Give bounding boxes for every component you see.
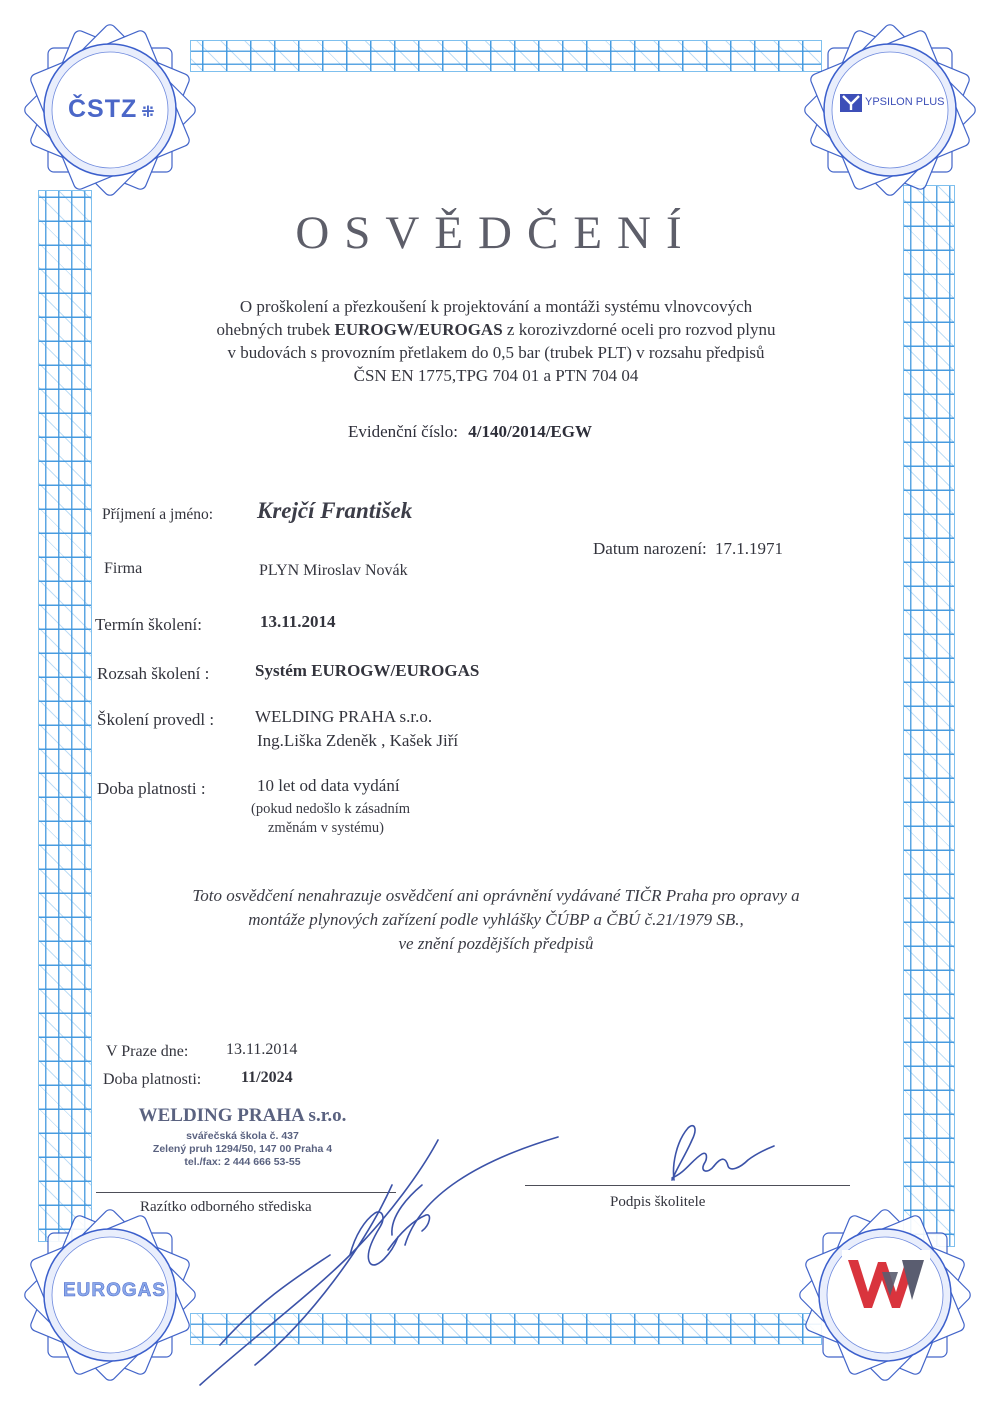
name-label: Příjmení a jméno: — [102, 506, 214, 523]
intro-line-2-start: ohebných trubek — [216, 320, 335, 339]
disclaimer-line-3: ve znění pozdějších předpisů — [398, 934, 594, 953]
registration-label: Evidenční číslo: — [348, 422, 459, 441]
intro-line-2 — [0, 318, 992, 341]
registration-value: 4/140/2014/EGW — [468, 422, 592, 441]
valid-until-label: Doba platnosti: — [103, 1071, 202, 1088]
training-date-label: Termín školení: — [95, 615, 202, 634]
stamp-company-name: WELDING PRAHA s.r.o. — [138, 1105, 347, 1126]
eurogas-logo: EUROGAS — [63, 1280, 167, 1301]
training-provider-label: Školení provedl : — [97, 710, 215, 729]
cstz-logo-mark: ⁜ — [141, 104, 156, 121]
disclaimer-line-1: Toto osvědčení nenahrazuje osvědčení ani oprávnění vydávané TIČR Praha pro opravy a — [192, 886, 800, 905]
validity-label: Doba platnosti : — [97, 779, 206, 798]
ypsilon-plus-logo — [840, 92, 958, 116]
welding-w-logo — [842, 1250, 930, 1316]
company-value: PLYN Miroslav Novák — [259, 562, 408, 579]
validity-note-line-1: (pokud nedošlo k zásadním — [251, 801, 411, 817]
product-name: EUROGW/EUROGAS — [334, 320, 503, 339]
validity-value: 10 let od data vydání — [257, 776, 400, 795]
training-scope-label: Rozsah školení : — [97, 664, 210, 683]
birth-date-row — [593, 539, 783, 559]
trainer-caption: Podpis školitele — [610, 1194, 706, 1210]
ypsilon-plus-text: YPSILON PLUS — [865, 96, 945, 108]
stamp-line-1: svářečská škola č. 437 — [186, 1130, 299, 1142]
training-date-value: 13.11.2014 — [260, 612, 336, 631]
intro-line-1: O proškolení a přezkoušení k projektování a montáži systému vlnovcových — [239, 297, 753, 316]
certificate-title: OSVĚDČENÍ — [295, 207, 697, 259]
issue-place-label: V Praze dne: — [106, 1043, 189, 1060]
intro-line-3: v budovách s provozním přetlakem do 0,5 bar (trubek PLT) v rozsahu předpisů — [227, 343, 765, 362]
intro-line-4: ČSN EN 1775,TPG 704 01 a PTN 704 04 — [353, 366, 639, 385]
issue-date-value: 13.11.2014 — [226, 1041, 298, 1058]
stamp-caption: Razítko odborného střediska — [140, 1199, 312, 1215]
stamp-handwritten-signature — [160, 1125, 580, 1415]
trainer-handwritten-signature — [652, 1120, 792, 1190]
training-scope-value: Systém EUROGW/EUROGAS — [255, 661, 480, 680]
disclaimer-line-2: montáže plynových zařízení podle vyhlášky ČÚBP a ČBÚ č.21/1979 SB., — [248, 910, 744, 929]
intro-line-2-end: z korozivzdorné oceli pro rozvod plynu — [502, 320, 776, 339]
trainers-value: Ing.Liška Zdeněk , Kašek Jiří — [257, 731, 459, 750]
registration-number — [348, 422, 592, 442]
cstz-logo-text: ČSTZ — [68, 95, 138, 123]
cstz-logo — [68, 95, 156, 124]
training-provider-value: WELDING PRAHA s.r.o. — [255, 707, 433, 726]
validity-note-line-2: změnám v systému) — [268, 820, 384, 836]
border-top — [190, 40, 822, 72]
birth-date-value: 17.1.1971 — [715, 539, 784, 558]
valid-until-value: 11/2024 — [241, 1069, 293, 1086]
stamp-line-3: tel./fax: 2 444 666 53-55 — [184, 1156, 301, 1168]
birth-date-label: Datum narození: — [593, 539, 707, 558]
holder-name: Krejčí František — [257, 498, 413, 523]
ypsilon-y-icon — [840, 94, 862, 112]
company-label: Firma — [104, 560, 143, 577]
stamp-line-2: Zelený pruh 1294/50, 147 00 Praha 4 — [152, 1143, 333, 1155]
